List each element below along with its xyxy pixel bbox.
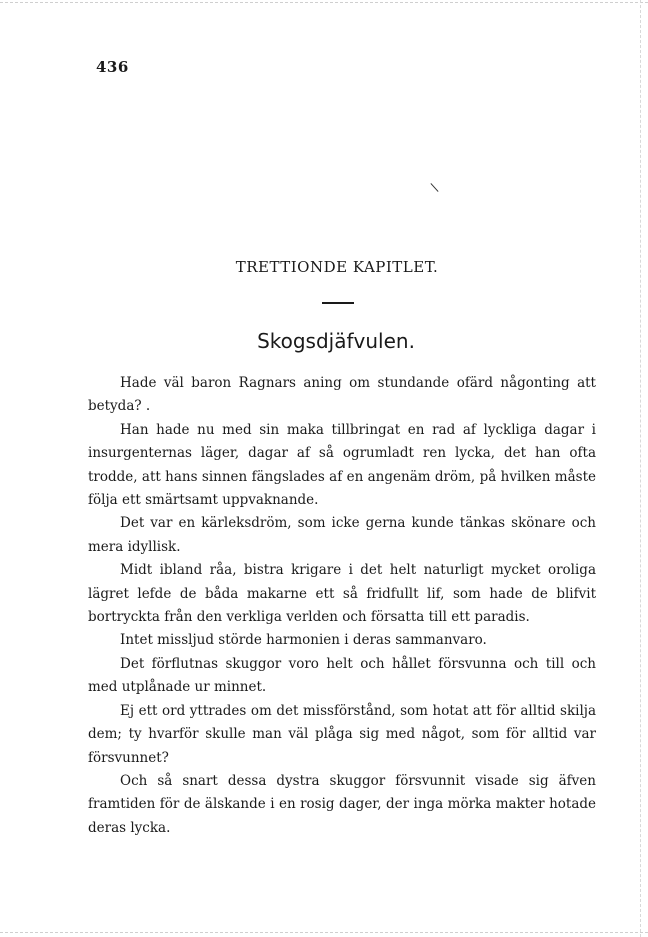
paragraph: Ej ett ord yttrades om det missförstånd, som hotat att för alltid skilja dem; ty hvarför skulle man väl plåga sig med något, som för alltid var försvunnet? xyxy=(88,702,596,766)
scan-edge-right xyxy=(640,0,641,937)
body-text xyxy=(88,372,596,840)
paragraph: Det förflutnas skuggor voro helt och hållet försvunna och till och med utplånade ur minnet. xyxy=(88,655,596,696)
heading-rule xyxy=(322,302,354,304)
chapter-title: Skogsdjäfvulen. xyxy=(257,329,415,353)
page-number: 436 xyxy=(96,58,129,76)
stray-ink-mark xyxy=(430,183,438,192)
paragraph: Intet missljud störde harmonien i deras sammanvaro. xyxy=(120,632,487,649)
chapter-heading: TRETTIONDE KAPITLET. xyxy=(235,258,439,276)
paragraph: Han hade nu med sin maka tillbringat en rad af lyckliga dagar i insurgenternas läger, dagar af så ogrumladt ren lycka, det han ofta trodde, att hans sinnen fängslades af en angenäm dröm, på hvilken måste följa ett smärtsamt uppvaknande. xyxy=(88,421,596,509)
scan-edge-top xyxy=(0,2,648,3)
paragraph: Och så snart dessa dystra skuggor försvunnit visade sig äfven framtiden för de älskande i en rosig dager, der inga mörka makter hotade deras lycka. xyxy=(88,772,596,836)
scan-edge-bottom xyxy=(0,932,648,933)
paragraph: Hade väl baron Ragnars aning om stundande ofärd någonting att betyda? . xyxy=(88,375,596,415)
paragraph: Midt ibland råa, bistra krigare i det helt naturligt mycket oroliga lägret lefde de båda makarne ett så fridfullt lif, som hade de blifvit bortryckta från den verkliga verlden och försatta till ett paradis. xyxy=(88,562,596,626)
paragraph: Det var en kärleksdröm, som icke gerna kunde tänkas skönare och mera idyllisk. xyxy=(88,515,596,555)
